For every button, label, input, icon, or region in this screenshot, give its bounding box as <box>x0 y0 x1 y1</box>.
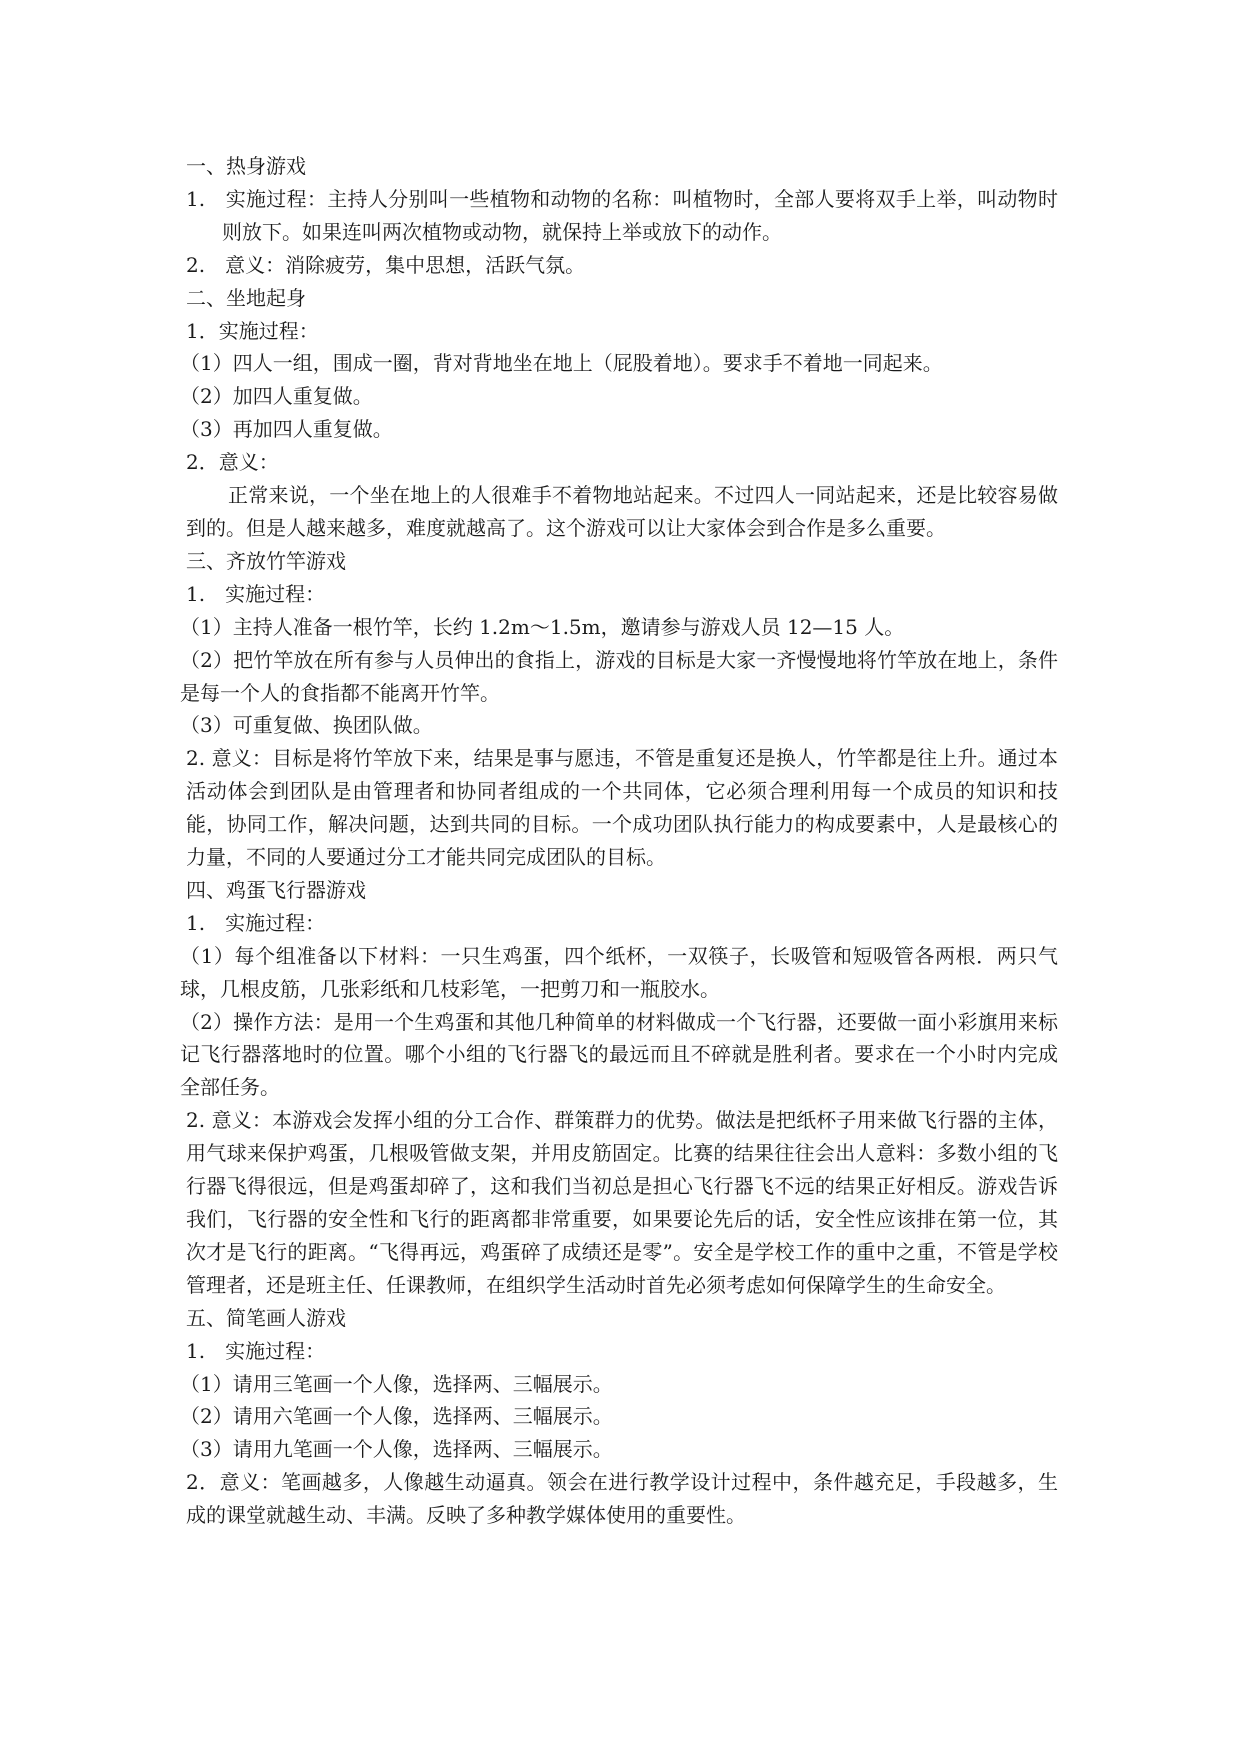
meaning-paragraph: 2. 意义：本游戏会发挥小组的分工合作、群策群力的优势。做法是把纸杯子用来做飞行器的主体，用气球来保护鸡蛋，几根吸管做支架，并用皮筋固定。比赛的结果往往会出人意料：多数小组的飞行器飞得很远，但是鸡蛋却碎了，这和我们当初总是担心飞行器飞不远的结果正好相反。游戏告诉我们，飞行器的安全性和飞行的距离都非常重要，如果要论先后的话，安全性应该排在第一位，其次才是飞行的距离。“飞得再远，鸡蛋碎了成绩还是零”。安全是学校工作的重中之重，不管是学校管理者，还是班主任、任课教师，在组织学生活动时首先必须考虑如何保障学生的生命安全。 <box>186 1108 1058 1297</box>
section-heading: 四、鸡蛋飞行器游戏 <box>186 877 366 902</box>
sub-step: （1）四人一组，围成一圈，背对背地坐在地上（屁股着地）。要求手不着地一同起来。 <box>180 351 943 376</box>
sub-step: （2）把竹竿放在所有参与人员伸出的食指上，游戏的目标是大家一齐慢慢地将竹竿放在地上，条件是每一个人的食指都不能离开竹竿。 <box>180 647 1058 705</box>
sub-step: （3）再加四人重复做。 <box>180 417 393 442</box>
sub-step: （2）请用六笔画一个人像，选择两、三幅展示。 <box>180 1404 613 1429</box>
step-meaning: 2．意义： <box>186 450 279 475</box>
meaning-paragraph: 正常来说，一个坐在地上的人很难手不着物地站起来。不过四人一同站起来，还是比较容易做到的。但是人越来越多，难度就越高了。这个游戏可以让大家体会到合作是多么重要。 <box>186 483 1058 540</box>
step-process: 1．实施过程： <box>186 318 319 343</box>
sub-step: （2）操作方法：是用一个生鸡蛋和其他几种简单的材料做成一个飞行器，还要做一面小彩旗用来标记飞行器落地时的位置。哪个小组的飞行器飞的最远而且不碎就是胜利者。要求在一个小时内完成全部任务。 <box>180 1009 1058 1100</box>
meaning-paragraph: 2. 意义：目标是将竹竿放下来，结果是事与愿违，不管是重复还是换人，竹竿都是往上升。通过本活动体会到团队是由管理者和协同者组成的一个共同体，它必须合理利用每一个成员的知识和技能，协同工作，解决问题，达到共同的目标。一个成功团队执行能力的构成要素中，人是最核心的力量，不同的人要通过分工才能共同完成团队的目标。 <box>186 746 1058 870</box>
step-meaning: 2. 意义：消除疲劳，集中思想，活跃气氛。 <box>186 252 586 277</box>
sub-step: （3）请用九笔画一个人像，选择两、三幅展示。 <box>180 1437 613 1462</box>
section-heading: 二、坐地起身 <box>186 285 306 310</box>
step-process: 1. 实施过程： <box>186 581 326 606</box>
meaning-paragraph: 2．意义：笔画越多，人像越生动逼真。领会在进行教学设计过程中，条件越充足，手段越多，生成的课堂就越生动、丰满。反映了多种教学媒体使用的重要性。 <box>186 1470 1058 1528</box>
sub-step: （1）主持人准备一根竹竿，长约 1.2m～1.5m，邀请参与游戏人员 12—15 人。 <box>180 614 905 639</box>
section-heading: 一、热身游戏 <box>186 154 306 178</box>
section-heading: 三、齐放竹竿游戏 <box>186 548 346 573</box>
sub-step: （2）加四人重复做。 <box>180 384 373 409</box>
step-process: 1. 实施过程： <box>186 1338 326 1363</box>
document-page <box>180 150 1058 1532</box>
sub-step: （1）请用三笔画一个人像，选择两、三幅展示。 <box>180 1371 613 1396</box>
sub-step: （3）可重复做、换团队做。 <box>180 713 433 738</box>
section-heading: 五、简笔画人游戏 <box>186 1305 346 1330</box>
step-process: 1. 实施过程：主持人分别叫一些植物和动物的名称：叫植物时，全部人要将双手上举，叫动物时则放下。如果连叫两次植物或动物，就保持上举或放下的动作。 <box>186 186 1058 244</box>
sub-step: （1）每个组准备以下材料：一只生鸡蛋，四个纸杯，一双筷子，长吸管和短吸管各两根．两只气球，几根皮筋，几张彩纸和几枝彩笔，一把剪刀和一瓶胶水。 <box>180 943 1058 1001</box>
step-process: 1. 实施过程： <box>186 910 326 935</box>
